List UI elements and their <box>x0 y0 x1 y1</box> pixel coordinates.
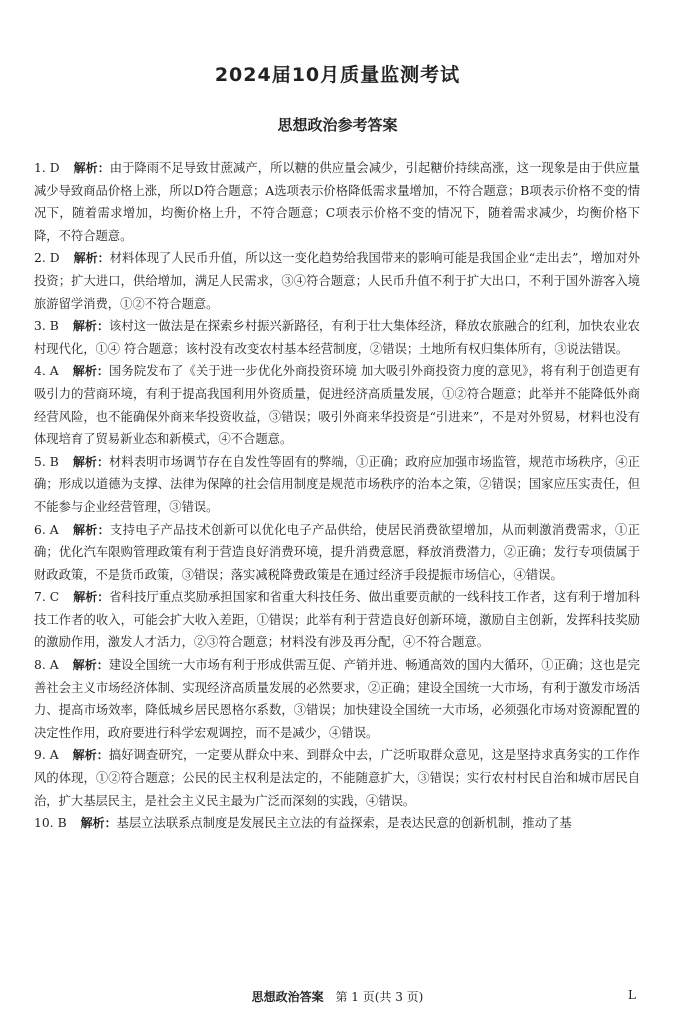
answer-item <box>34 744 640 812</box>
answer-item <box>34 812 640 835</box>
question-number: 2. <box>34 251 46 266</box>
answer-choice: D <box>49 161 60 175</box>
question-number: 3. <box>34 319 46 334</box>
analysis-text: 省科技厅重点奖励承担国家和省重大科技任务、做出重要贡献的一线科技工作者，这有利于增加科技工作者的收入，可能会扩大收入差距，①错误；此举有利于营造良好创新环境，激励自主创新，发挥科技奖励的激励作用，激发人才活力，②③符合题意；材料没有涉及再分配，④不符合题意。 <box>34 590 640 650</box>
answer-item <box>34 360 640 450</box>
footer-page-number: 第 1 页(共 3 页) <box>335 990 424 1004</box>
analysis-label: 解析： <box>72 522 110 537</box>
analysis-text: 建设全国统一大市场有利于形成供需互促、产销并进、畅通高效的国内大循环，①正确；这也是完善社会主义市场经济体制、实现经济高质量发展的必然要求，②正确；建设全国统一大市场，有利于激发市场活力、提高市场效率，降低城乡居民恩格尔系数，③错误；加快建设全国统一大市场，必须强化市场对资源配置的决定性作用，政府要进行科学宏观调控，而不是减少，④错误。 <box>34 658 640 740</box>
analysis-text: 基层立法联系点制度是发展民主立法的有益探索，是表达民意的创新机制，推动了基 <box>116 816 572 831</box>
answer-choice: A <box>49 522 59 537</box>
page-title: 2024届10月质量监测考试 <box>214 64 461 86</box>
answer-item <box>34 586 640 654</box>
analysis-label: 解析： <box>72 364 110 379</box>
question-number: 1. <box>34 161 46 175</box>
analysis-text: 材料体现了人民币升值，所以这一变化趋势给我国带来的影响可能是我国企业“走出去”，增加对外投资；扩大进口，供给增加，满足人民需求，③④符合题意；人民币升值不利于扩大出口，不利于国外游客入境旅游留学消费，①②不符合题意。 <box>34 251 640 311</box>
answer-item <box>34 157 640 247</box>
answer-choice: A <box>49 364 59 379</box>
answer-list <box>34 157 640 835</box>
answer-choice: A <box>49 748 59 763</box>
analysis-label: 解析： <box>80 816 117 831</box>
answer-choice: A <box>49 658 59 673</box>
page-footer <box>0 988 675 1005</box>
answer-choice: B <box>49 319 59 334</box>
analysis-text: 搞好调查研究，一定要从群众中来、到群众中去，广泛听取群众意见，这是坚持求真务实的工作作风的体现，①②符合题意；公民的民主权利是法定的，不能随意扩大，③错误；实行农村村民自治和城市居民自治，扩大基层民主，是社会主义民主最为广泛而深刻的实践，④错误。 <box>34 748 640 808</box>
page-subtitle: 思想政治参考答案 <box>277 116 398 134</box>
question-number: 5. <box>34 454 46 469</box>
answer-choice: C <box>49 590 60 605</box>
answer-item <box>34 247 640 315</box>
analysis-label: 解析： <box>73 590 110 605</box>
answer-item <box>34 451 640 519</box>
answer-choice: B <box>57 816 67 831</box>
analysis-label: 解析： <box>73 161 110 175</box>
question-number: 9. <box>34 748 46 763</box>
question-number: 7. <box>34 590 46 605</box>
analysis-label: 解析： <box>72 748 109 763</box>
answer-choice: D <box>49 251 60 266</box>
analysis-text: 该村这一做法是在探索乡村振兴新路径，有利于壮大集体经济，释放农旅融合的红利，加快农业农村现代化，①④ 符合题意；该村没有改变农村基本经营制度，②错误；土地所有权归集体所有，③说法错误。 <box>34 319 640 356</box>
answer-choice: B <box>49 454 59 469</box>
answer-item <box>34 654 640 744</box>
analysis-text: 国务院发布了《关于进一步优化外商投资环境 加大吸引外商投资力度的意见》，将有利于创造更有吸引力的营商环境，有利于提高我国利用外资质量，促进经济高质量发展，①②符合题意；此举并不能降低外商经营风险，也不能确保外商来华投资收益，③错误；吸引外商来华投资是“引进来”，不是对外贸易，材料也没有体现培育了贸易新业态和新模式，④不合题意。 <box>34 364 640 447</box>
analysis-text: 支持电子产品技术创新可以优化电子产品供给，使居民消费欲望增加，从而刺激消费需求，①正确；优化汽车限购管理政策有利于营造良好消费环境，提升消费意愿，释放消费潜力，②正确；发行专项债属于财政政策，不是货币政策，③错误；落实减税降费政策是在通过经济手段提振市场信心，④错误。 <box>34 522 640 582</box>
answer-item <box>34 519 640 587</box>
analysis-label: 解析： <box>72 454 109 469</box>
footer-paper-code: L <box>628 988 636 1002</box>
question-number: 6. <box>34 522 46 537</box>
question-number: 4. <box>34 364 46 379</box>
answer-item <box>34 315 640 360</box>
analysis-text: 由于降雨不足导致甘蔗减产，所以糖的供应量会减少，引起糖价持续高涨，这一现象是由于供应量减少导致商品价格上涨，所以D符合题意；A选项表示价格降低需求量增加，不符合题意；B项表示价格不变的情况下，随着需求增加，均衡价格上升，不符合题意；C项表示价格不变的情况下，随着需求减少，均衡价格下降，不符合题意。 <box>34 161 640 243</box>
question-number: 10. <box>34 816 54 831</box>
analysis-label: 解析： <box>72 319 109 334</box>
footer-subject: 思想政治答案 <box>251 990 324 1004</box>
question-number: 8. <box>34 658 46 673</box>
analysis-text: 材料表明市场调节存在自发性等固有的弊端，①正确；政府应加强市场监管，规范市场秩序，④正确；形成以道德为支撑、法律为保障的社会信用制度是规范市场秩序的治本之策，②错误；国家应压实责任，但不能参与企业经营管理，③错误。 <box>34 454 640 514</box>
analysis-label: 解析： <box>72 658 109 673</box>
analysis-label: 解析： <box>73 251 110 266</box>
